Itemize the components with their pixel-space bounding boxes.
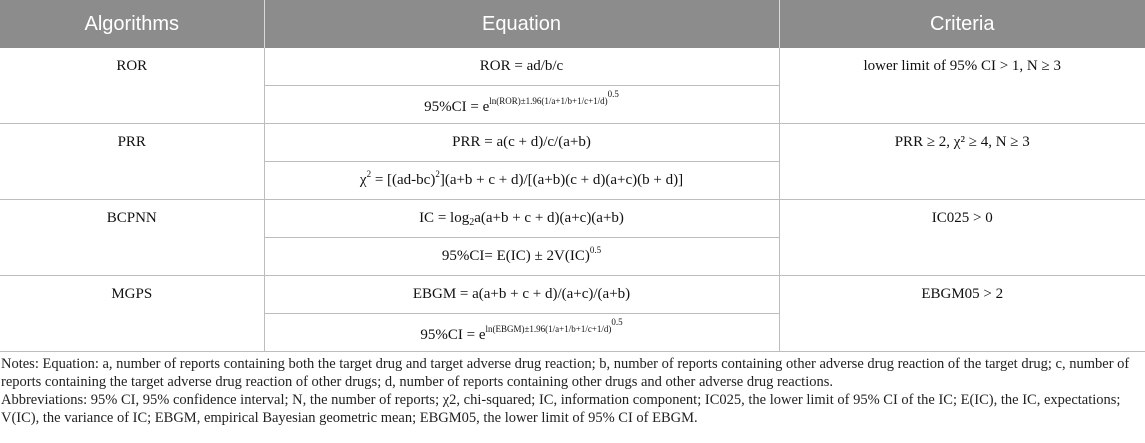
equation-exponent: ln(ROR)±1.96(1/a+1/b+1/c+1/d)0.5	[489, 88, 619, 106]
equation-ror-ci	[264, 86, 779, 124]
header-algorithms: Algorithms	[0, 0, 264, 48]
criteria-bcpnn: IC025 > 0	[779, 200, 1145, 276]
criteria-ror: lower limit of 95% CI > 1, N ≥ 3	[779, 48, 1145, 124]
criteria-prr: PRR ≥ 2, χ² ≥ 4, N ≥ 3	[779, 124, 1145, 200]
algorithm-bcpnn: BCPNN	[0, 200, 264, 276]
header-equation: Equation	[264, 0, 779, 48]
algorithm-ror: ROR	[0, 48, 264, 124]
table-notes	[1, 355, 1144, 427]
equation-bcpnn: IC = $\log_2a(a+b + c + d)(a+c)(a+b)$	[264, 200, 779, 238]
algorithm-mgps: MGPS	[0, 276, 264, 352]
equation-mgps-ci	[264, 314, 779, 352]
table-row	[0, 48, 1145, 86]
table-row	[0, 124, 1145, 162]
criteria-mgps: EBGM05 > 2	[779, 276, 1145, 352]
equation-prr: PRR = a(c + d)/c/(a+b)	[264, 124, 779, 162]
equation-prr-chi: $\chi^2 = [(ad-bc)^2](a+b + c + d)/[(a+b)(c + d)(a+c)(b + d)]$	[264, 162, 779, 200]
table-row	[0, 200, 1145, 238]
algorithm-prr: PRR	[0, 124, 264, 200]
equation-text: 95%CI = e	[420, 326, 486, 343]
equation-text: 95%CI = e	[424, 98, 490, 115]
table-row	[0, 276, 1145, 314]
equation-note: Notes: Equation: a, number of reports containing both the target drug and target adverse drug reaction; b, number of reports containing other adverse drug reaction of the target drug; c, number of reports containing the target adverse drug reaction of other drugs; d, number of reports containing other drugs and other adverse drug reactions.	[1, 356, 1130, 390]
equation-ror: ROR = ad/b/c	[264, 48, 779, 86]
header-criteria: Criteria	[779, 0, 1145, 48]
equation-mgps: EBGM = a(a+b + c + d)/(a+c)/(a+b)	[264, 276, 779, 314]
equation-bcpnn-ci: 95%CI= E(IC) ± 2V(IC)$^{0.5}$	[264, 238, 779, 276]
equation-exponent: ln(EBGM)±1.96(1/a+1/b+1/c+1/d)0.5	[485, 316, 623, 334]
header-row	[0, 0, 1145, 48]
abbreviations-note: Abbreviations: 95% CI, 95% confidence interval; N, the number of reports; χ2, chi-squared; IC, information component; IC025, the lower limit of 95% CI of the IC; E(IC), the IC, expectations; V(IC), the variance of IC; EBGM, empirical Bayesian geometric mean; EBGM05, the lower limit of 95% CI of EBGM.	[1, 392, 1121, 426]
